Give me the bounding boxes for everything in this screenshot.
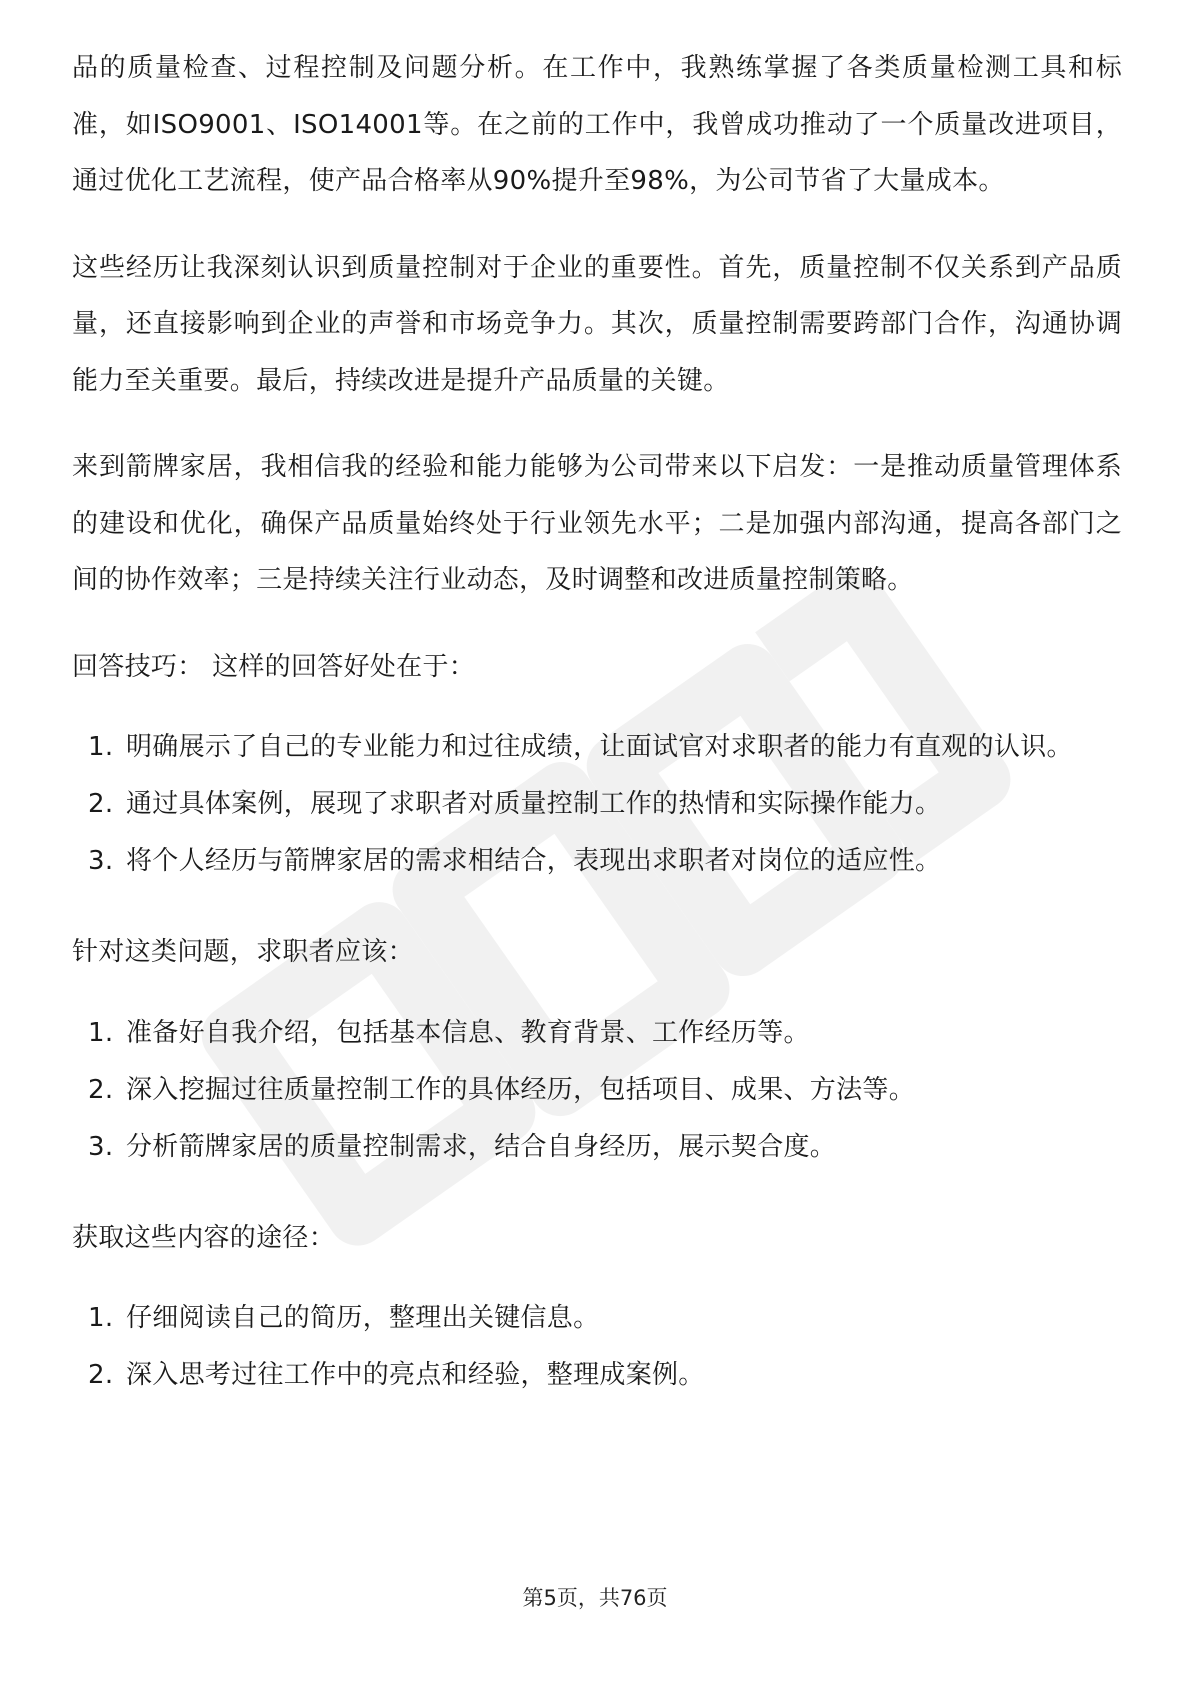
page-number: 第5页，共76页 [522, 1586, 668, 1610]
should-list [72, 1005, 1122, 1176]
list-item: 2. 深入挖掘过往质量控制工作的具体经历，包括项目、成果、方法等。 [88, 1074, 916, 1105]
list-item: 3. 将个人经历与箭牌家居的需求相结合，表现出求职者对岗位的适应性。 [88, 846, 942, 876]
list-item: 3. 分析箭牌家居的质量控制需求，结合自身经历，展示契合度。 [88, 1131, 837, 1162]
ways-list [72, 1290, 1122, 1404]
should-heading: 针对这类问题，求职者应该： [72, 937, 414, 967]
paragraph-contribution: 来到箭牌家居，我相信我的经验和能力能够为公司带来以下启发：一是推动质量管理体系的建设和优化，确保产品质量始终处于行业领先水平；二是加强内部沟通，提高各部门之间的协作效率；三是持续关注行业动态，及时调整和改进质量控制策略。 [72, 452, 1122, 595]
list-item: 2. 深入思考过往工作中的亮点和经验，整理成案例。 [88, 1360, 705, 1390]
tips-list [72, 719, 1122, 890]
tips-heading: 回答技巧： 这样的回答好处在于： [72, 651, 476, 682]
list-item: 1. 仔细阅读自己的简历，整理出关键信息。 [88, 1303, 600, 1333]
paragraph-experience: 品的质量检查、过程控制及问题分析。在工作中，我熟练掌握了各类质量检测工具和标准，如ISO9001、ISO14001等。在之前的工作中，我曾成功推动了一个质量改进项目，通过优化工艺流程，使产品合格率从90%提升至98%，为公司节省了大量成本。 [72, 53, 1122, 196]
list-item: 1. 明确展示了自己的专业能力和过往成绩，让面试官对求职者的能力有直观的认识。 [88, 732, 1073, 762]
paragraph-insight: 这些经历让我深刻认识到质量控制对于企业的重要性。首先，质量控制不仅关系到产品质量，还直接影响到企业的声誉和市场竞争力。其次，质量控制需要跨部门合作，沟通协调能力至关重要。最后，持续改进是提升产品质量的关键。 [72, 252, 1122, 396]
list-item: 2. 通过具体案例，展现了求职者对质量控制工作的热情和实际操作能力。 [88, 789, 942, 819]
document-body [72, 40, 1122, 1438]
list-item: 1. 准备好自我介绍，包括基本信息、教育背景、工作经历等。 [88, 1017, 810, 1048]
ways-heading: 获取这些内容的途径： [72, 1222, 336, 1253]
